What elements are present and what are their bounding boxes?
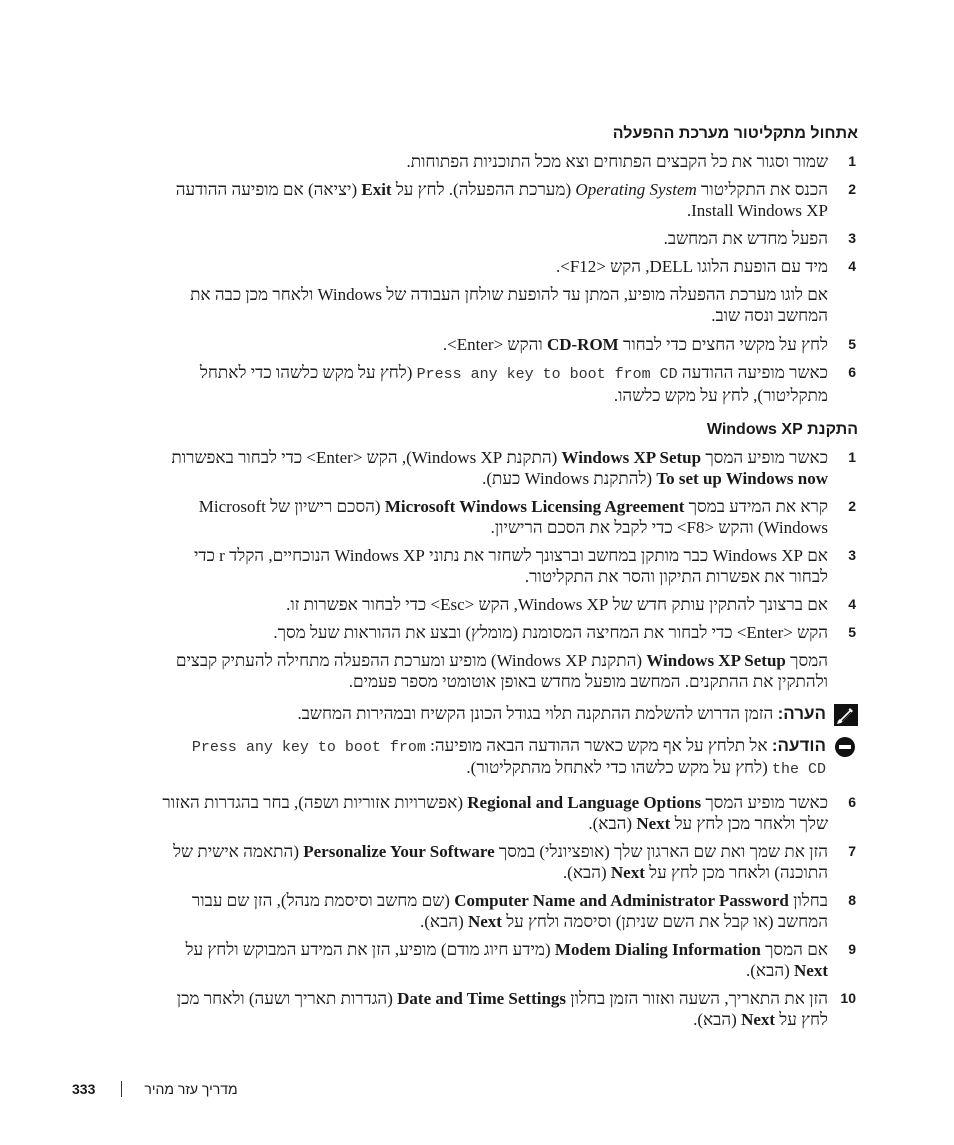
step-bold: Personalize Your Software [303,842,495,861]
page-content [160,124,858,1037]
step-bold: Next [636,814,671,833]
step-text: הזן את שמך ואת שם הארגון שלך (אופציונלי) במסך [494,842,828,861]
pencil-note-icon [834,704,858,726]
step-number: 2 [848,181,856,197]
install-step-6 [160,792,858,834]
step-number: 5 [848,624,856,640]
step-4 [160,256,858,277]
step-number: 4 [848,596,856,612]
step-text: אם Windows XP כבר מותקן במחשב וברצונך לשחזר את נתוני Windows XP הנוכחיים, הקלד r כדי לבחור את אפשרות התיקון והסר את התקליטור. [193,546,828,586]
step-text: (מידע חיוג מודם) מופיע, הזן את המידע המבוקש ולחץ על [185,940,555,959]
step-text: והקש <Enter>. [442,335,547,354]
step-text: (הבא). [693,1010,742,1029]
section-title-install-xp: התקנת Windows XP [706,421,858,438]
step-text: אם המסך [760,940,828,959]
note-bold: Windows XP Setup [646,651,786,670]
step-number: 3 [848,230,856,246]
step-number: 8 [848,892,856,908]
install-step-5 [160,622,858,643]
stop-notice-icon [834,736,858,758]
step-text: (הגדרות תאריך ושעה) ולאחר מכן לחץ על [176,989,828,1029]
step-6 [160,362,858,406]
step-text: (הבא). [419,912,468,931]
step-number: 6 [848,794,856,810]
notice-label: הודעה: [771,736,826,755]
step-1 [160,151,858,172]
install-step-7 [160,841,858,883]
step-bold: Modem Dialing Information [554,940,761,959]
step-text: (יציאה) אם מופיעה ההודעה Install Windows XP. [175,180,828,220]
step-text: (שם מחשב וסיסמת מנהל), הזן שם עבור המחשב (או קבל את השם שניתן) וסיסמה ולחץ על [191,891,828,931]
step-5 [160,334,858,355]
step-text: (התקנת Windows XP), הקש <Enter> כדי לבחור באפשרות [171,448,562,467]
step-text: הזן את התאריך, השעה ואזור הזמן בחלון [566,989,828,1008]
footer-divider [121,1081,122,1097]
note-callout [160,704,858,724]
step-text: אם ברצונך להתקין עותק חדש של Windows XP, הקש <Esc> כדי לבחור אפשרות זו. [286,595,828,614]
step-4-note: אם לוגו מערכת ההפעלה מופיע, המתן עד להופעת שולחן העבודה של Windows ולאחר מכן כבה את המחשב ונסה שוב. [190,285,828,325]
step-text: (הבא). [588,814,637,833]
step-text: (להתקנת Windows כעת). [482,469,657,488]
step-number: 1 [848,153,856,169]
step-bold: CD-ROM [546,335,619,354]
step-bold: Next [610,863,645,882]
step-bold: To set up Windows now [656,469,828,488]
step-text: שמור וסגור את כל הקבצים הפתוחים וצא מכל התוכניות הפתוחות. [406,152,828,171]
page-footer [72,1078,238,1100]
step-number: 10 [840,990,856,1006]
note-label: הערה: [777,704,826,723]
note-text: המסך [785,651,828,670]
step-bold: Date and Time Settings [397,989,567,1008]
note-text: (התקנת Windows XP) מופיע ומערכת ההפעלה מתחילה להעתיק קבצים ולהתקין את ההתקנים. המחשב מופעל מחדש באופן אוטומטי מספר פעמים. [175,651,828,691]
footer-title: מדריך עזר מהיר [144,1081,238,1097]
step-text: לחץ על מקשי החצים כדי לבחור [618,335,828,354]
step-number: 9 [848,941,856,957]
install-step-2 [160,496,858,538]
section-title-boot-from-cd: אתחול מתקליטור מערכת ההפעלה [612,125,858,142]
install-step-1 [160,447,858,489]
step-bold: Exit [361,180,392,199]
step-bold: Computer Name and Administrator Password [454,891,789,910]
step-text: (אפשרויות אזוריות ושפה), בחר בהגדרות האזור שלך ולאחר מכן לחץ על [162,793,828,833]
step-text: (מערכת ההפעלה). לחץ על [391,180,576,199]
step-bold: Next [741,1010,776,1029]
step-number: 4 [848,258,856,274]
install-step-5-note [160,650,858,692]
notice-text: אל תלחץ על אף מקש כאשר ההודעה הבאה מופיעה: [425,736,772,755]
step-text: (הבא). [746,961,795,980]
step-number: 2 [848,498,856,514]
step-mono: Press any key to boot from CD [416,366,678,383]
notice-mono: Press any key to boot from the CD [191,739,826,778]
step-italic: Operating System [575,180,697,199]
step-bold: Next [794,961,828,980]
install-step-3 [160,545,858,587]
step-text: הפעל מחדש את המחשב. [663,229,828,248]
install-step-4 [160,594,858,615]
step-text: (הסכם רישיון של Microsoft Windows) והקש <F8> כדי לקבל את הסכם הרישיון. [198,497,828,537]
step-number: 1 [848,449,856,465]
step-text: כאשר מופיע המסך [701,448,828,467]
step-number: 7 [848,843,856,859]
step-number: 6 [848,364,856,380]
note-text: הזמן הדרוש להשלמת ההתקנה תלוי בגודל הכונן הקשיח ובמהירות המחשב. [297,704,778,723]
notice-callout [160,736,858,780]
step-bold: Regional and Language Options [467,793,702,812]
step-text: בחלון [788,891,828,910]
step-bold: Microsoft Windows Licensing Agreement [384,497,685,516]
notice-text: (לחץ על מקש כלשהו כדי לאתחל מהתקליטור). [466,758,772,777]
step-text: כאשר מופיע המסך [701,793,828,812]
step-2 [160,179,858,221]
step-text: הקש <Enter> כדי לבחור את המחיצה המסומנת (מומלץ) ובצע את ההוראות שעל מסך. [273,623,828,642]
step-3 [160,228,858,249]
install-step-9 [160,939,858,981]
step-text: קרא את המידע במסך [684,497,828,516]
step-text: הכנס את התקליטור [696,180,828,199]
step-bold: Windows XP Setup [561,448,702,467]
step-text: (לחץ על מקש כלשהו כדי לאתחל מתקליטור), לחץ על מקש כלשהו. [199,363,828,405]
step-text: כאשר מופיעה ההודעה [677,363,828,382]
step-number: 5 [848,336,856,352]
step-bold: Next [467,912,502,931]
step-text: מיד עם הופעת הלוגו DELL, הקש <F12>. [555,257,828,276]
install-step-8 [160,890,858,932]
step-text: (הבא). [562,863,611,882]
step-text: (התאמה אישית של התוכנה) ולאחר מכן לחץ על [173,842,828,882]
page-number: 333 [72,1081,96,1097]
install-step-10 [160,988,858,1030]
step-number: 3 [848,547,856,563]
